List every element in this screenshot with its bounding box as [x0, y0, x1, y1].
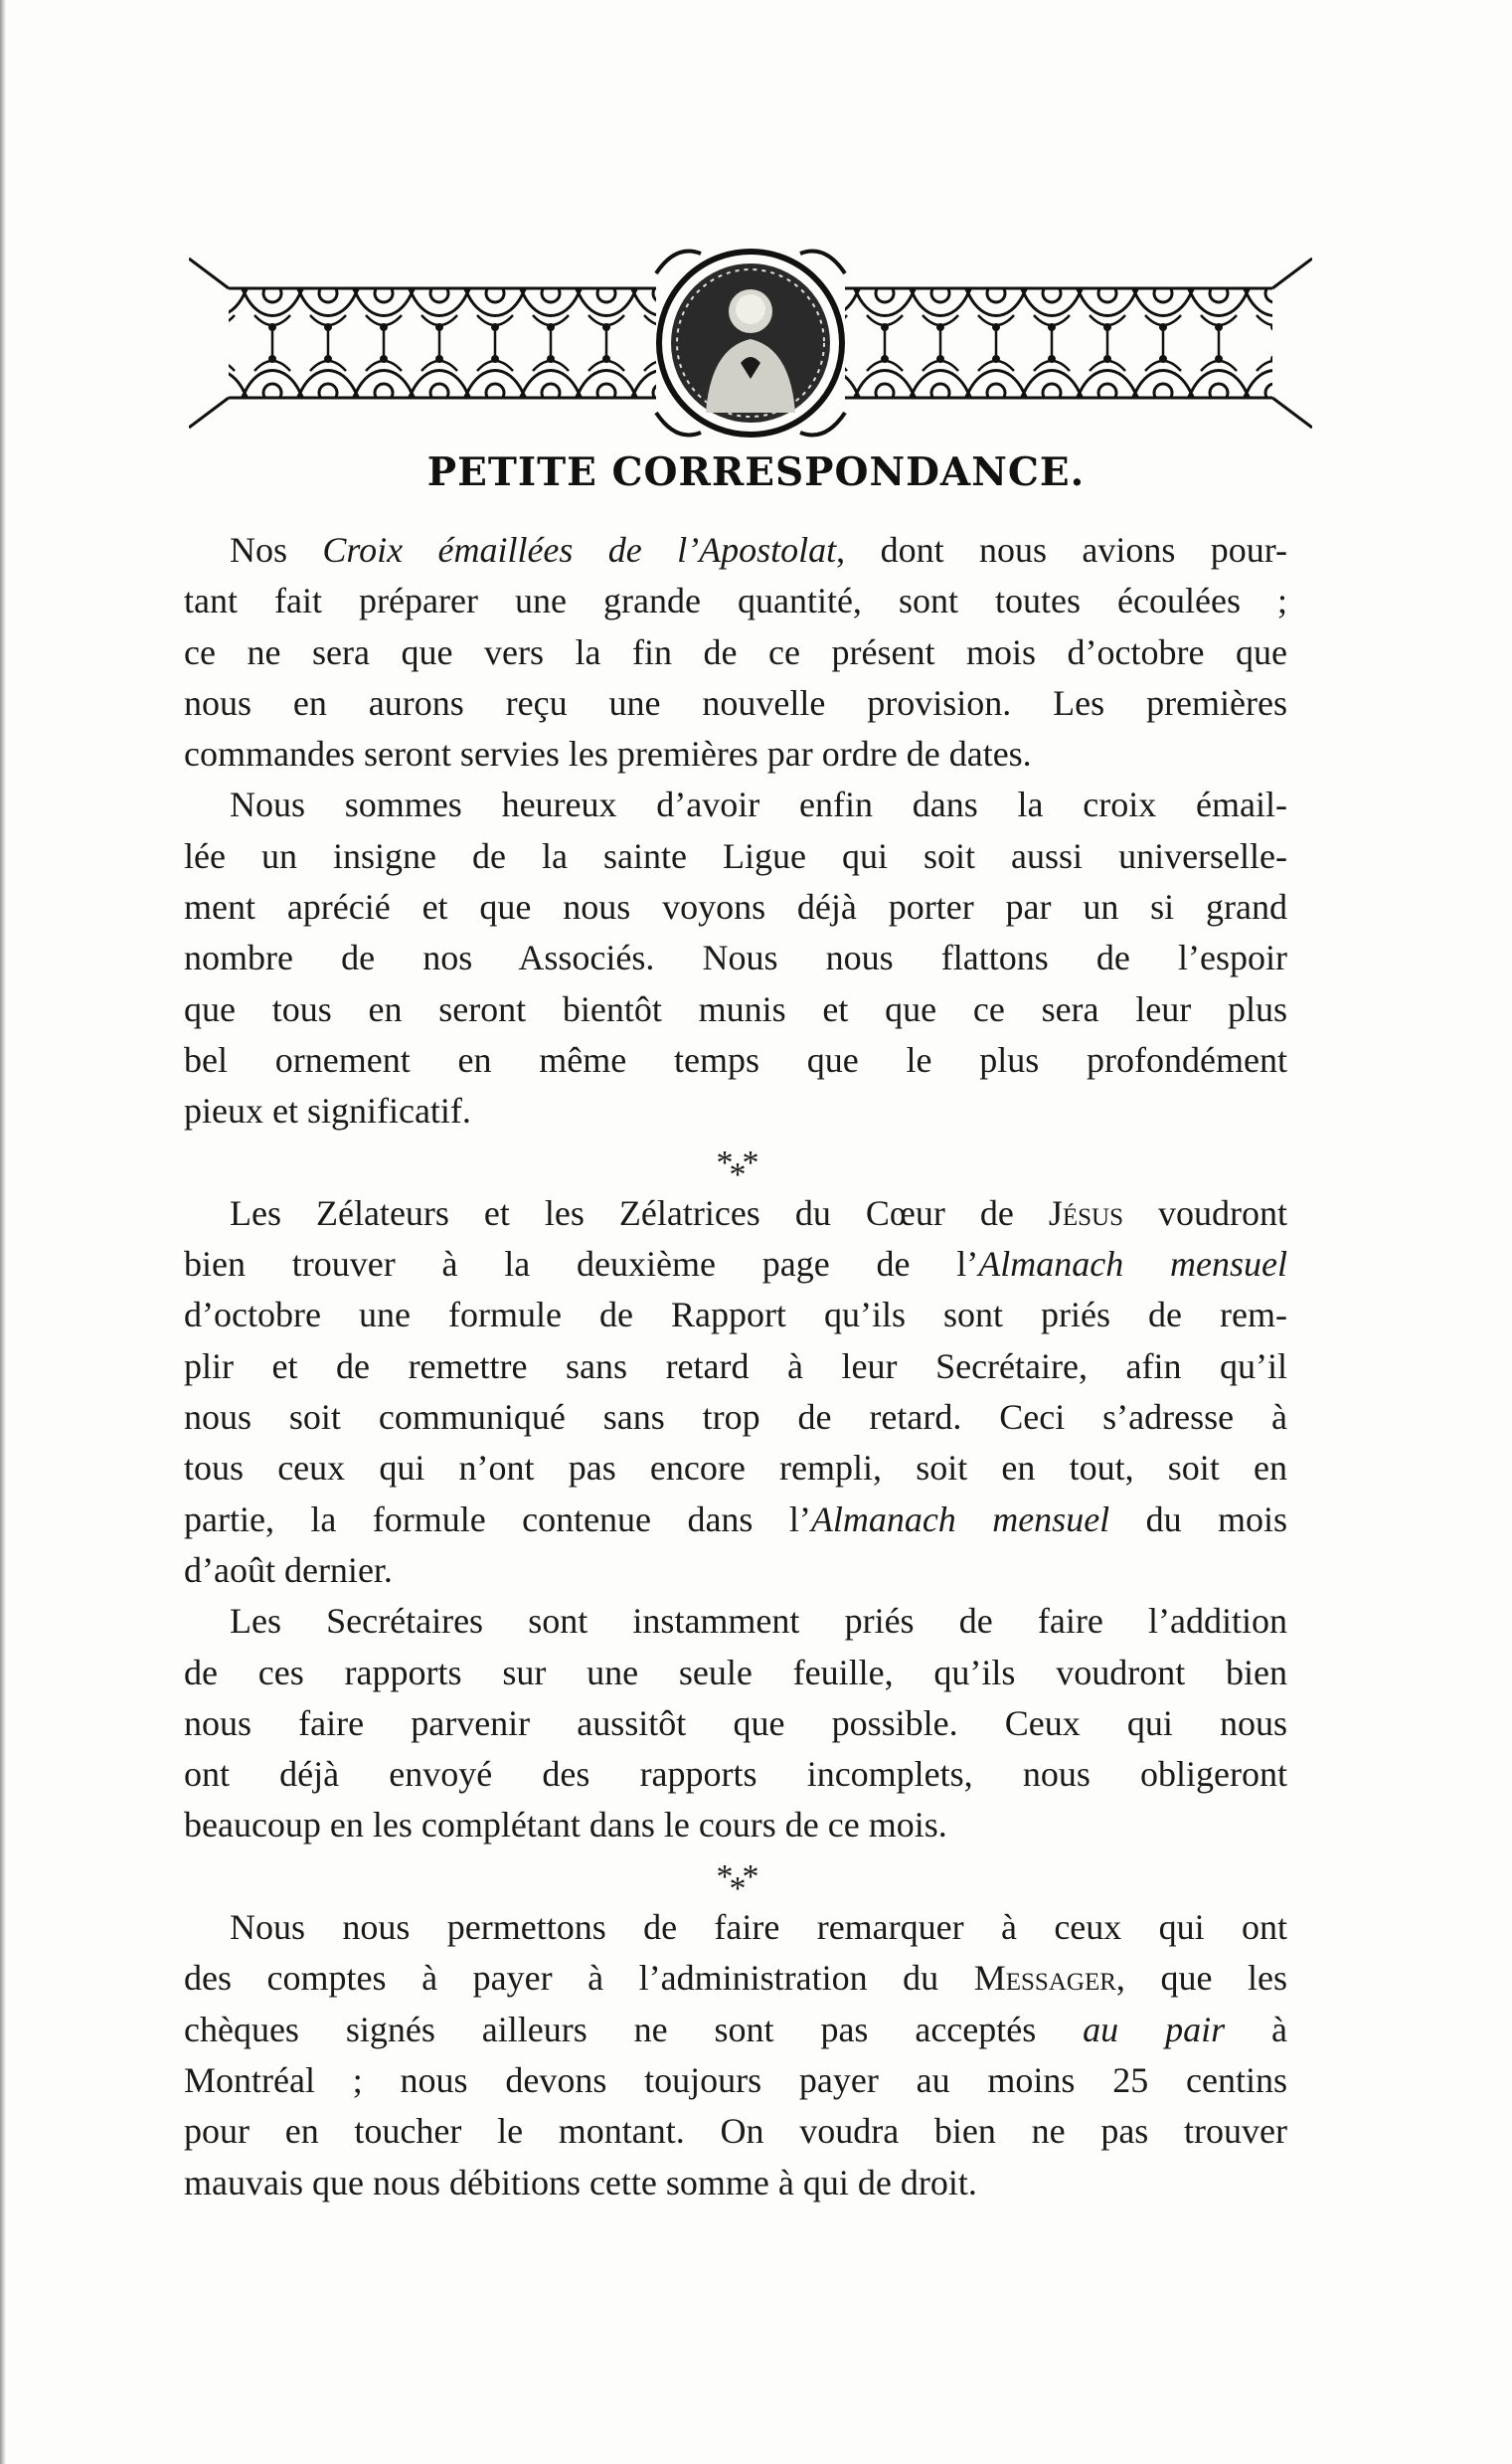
page-edge — [0, 0, 6, 2464]
text-line: plir et de remettre sans retard à leur Secrétaire, afin qu’il — [184, 1345, 1287, 1386]
ornamental-headpiece — [189, 244, 1312, 442]
text-line: Montréal ; nous devons toujours payer au moins 25 centins — [184, 2059, 1287, 2100]
text-line: bien trouver à la deuxième page de l’Almanach mensuel — [184, 1244, 1288, 1285]
text-line: Les Secrétaires sont instamment priés de faire l’addition — [230, 1601, 1287, 1642]
section-separator: *** — [716, 1857, 756, 1907]
text-line: bel ornement en même temps que le plus profondément — [184, 1039, 1287, 1080]
text-line: de ces rapports sur une seule feuille, qu’ils voudront bien — [184, 1652, 1287, 1692]
text-line: Nous nous permettons de faire remarquer à ceux qui ont — [230, 1907, 1287, 1948]
text-line: des comptes à payer à l’administration du Messager, que les — [184, 1958, 1287, 1999]
text-line: chèques signés ailleurs ne sont pas acceptés au pair à — [184, 2009, 1287, 2049]
text-line: d’août dernier. — [184, 1549, 393, 1590]
text-line: Les Zélateurs et les Zélatrices du Cœur de Jésus voudront — [230, 1192, 1287, 1233]
text-line: partie, la formule contenue dans l’Almanach mensuel du mois — [184, 1498, 1287, 1539]
page-title: PETITE CORRESPONDANCE. — [426, 449, 1086, 495]
text-line: mauvais que nous débitions cette somme à qui de droit. — [184, 2162, 977, 2202]
text-line: Nos Croix émaillées de l’Apostolat, dont nous avions pour- — [230, 530, 1287, 570]
text-line: pour en toucher le montant. On voudra bien ne pas trouver — [184, 2111, 1287, 2152]
text-line: ment aprécié et que nous voyons déjà porter par un si grand — [184, 887, 1287, 928]
text-line: que tous en seront bientôt munis et que ce sera leur plus — [184, 988, 1287, 1029]
text-line: nous en aurons reçu une nouvelle provision. Les premières — [184, 682, 1287, 723]
text-line: ce ne sera que vers la fin de ce présent mois d’octobre que — [184, 631, 1287, 672]
text-line: nous soit communiqué sans trop de retard. Ceci s’adresse à — [184, 1397, 1287, 1438]
text-line: ont déjà envoyé des rapports incomplets, nous obligeront — [184, 1754, 1287, 1795]
text-line: pieux et significatif. — [184, 1091, 471, 1132]
text-line: nous faire parvenir aussitôt que possible. Ceux qui nous — [184, 1702, 1287, 1743]
correspondence-body — [184, 525, 1287, 2208]
text-line: lée un insigne de la sainte Ligue qui soit aussi universelle- — [184, 835, 1287, 876]
text-line: beaucoup en les complétant dans le cours de ce mois. — [184, 1805, 947, 1846]
text-line: d’octobre une formule de Rapport qu’ils sont priés de rem- — [184, 1295, 1287, 1335]
text-line: Nous sommes heureux d’avoir enfin dans la croix émail- — [230, 785, 1287, 825]
sacred-heart-medallion-icon — [656, 244, 845, 442]
text-line: nombre de nos Associés. Nous nous flattons de l’espoir — [184, 938, 1287, 978]
section-separator: *** — [716, 1144, 756, 1193]
text-line: tant fait préparer une grande quantité, sont toutes écoulées ; — [184, 581, 1287, 621]
text-line: tous ceux qui n’ont pas encore rempli, soit en tout, soit en — [184, 1448, 1287, 1489]
text-line: commandes seront servies les premières par ordre de dates. — [184, 734, 1032, 775]
